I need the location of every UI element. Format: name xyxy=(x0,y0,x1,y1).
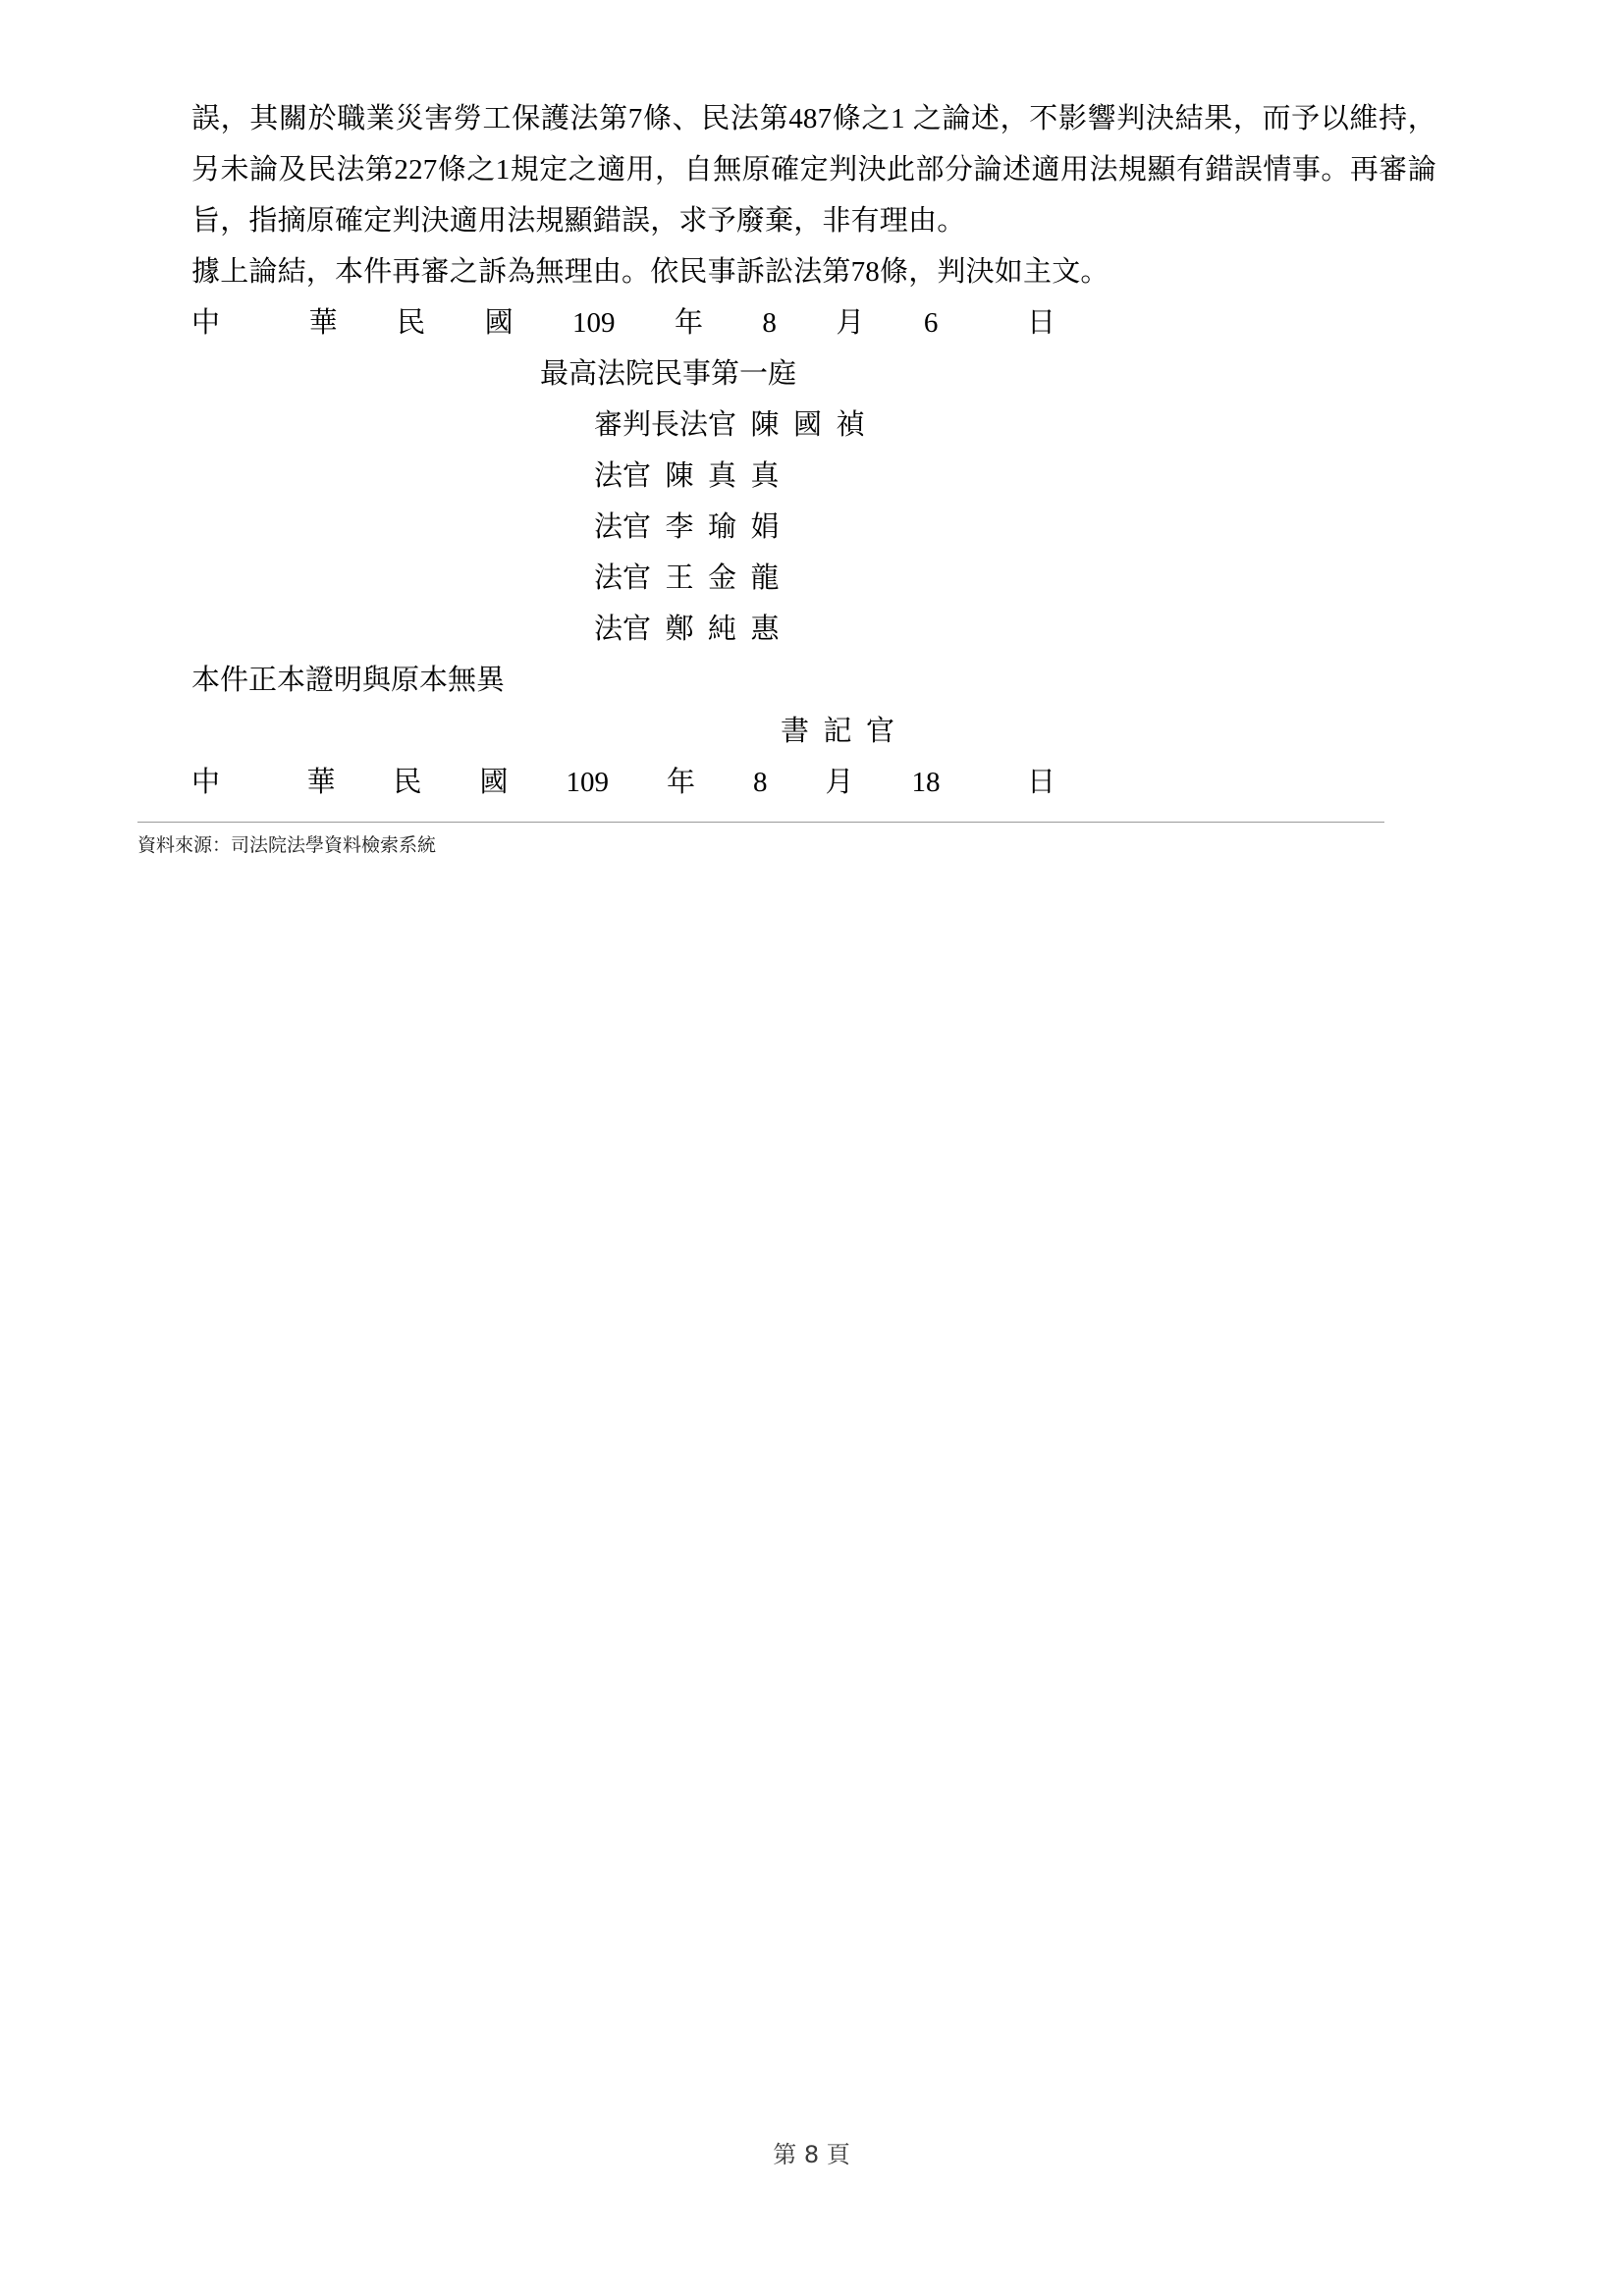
judge-3: 法官 李 瑜 娟 xyxy=(594,511,780,543)
issue-date-char-2: 民 xyxy=(393,767,422,798)
paragraph-reasoning: 誤，其關於職業災害勞工保護法第7條、民法第487條之1 之論述，不影響判決結果，而予以維持，另未論及民法第227條之1規定之適用，自無原確定判決此部分論述適用法規顯有錯誤情事。再審論旨，指摘原確定判決適用法規顯錯誤，求予廢棄，非有理由。 xyxy=(191,103,1436,237)
judgment-date-char-1: 華 xyxy=(308,307,338,339)
judgment-body xyxy=(191,93,1436,297)
judgment-date-month: 8 xyxy=(762,307,777,339)
judgment-date-month-label: 月 xyxy=(836,307,865,339)
clerk-title: 書 記 官 xyxy=(781,716,895,747)
issue-date-char-3: 國 xyxy=(479,767,509,798)
issue-date-year: 109 xyxy=(566,767,609,798)
judgment-date-day: 6 xyxy=(923,307,939,339)
judgment-date-line xyxy=(191,297,1055,348)
judgment-date-char-2: 民 xyxy=(397,307,426,339)
issue-date-day: 18 xyxy=(911,767,941,798)
issue-date-char-0: 中 xyxy=(191,767,221,798)
issue-date-char-1: 華 xyxy=(306,767,336,798)
judge-2: 法官 陳 真 真 xyxy=(594,460,780,492)
judge-4: 法官 王 金 龍 xyxy=(594,562,780,594)
judgment-date-char-3: 國 xyxy=(484,307,514,339)
presiding-judge: 審判長法官 陳 國 禎 xyxy=(594,409,865,441)
paragraph-conclusion: 據上論結，本件再審之訴為無理由。依民事訴訟法第78條，判決如主文。 xyxy=(191,256,1109,288)
court-name: 最高法院民事第一庭 xyxy=(540,358,797,390)
judgment-date-char-0: 中 xyxy=(191,307,221,339)
issue-date-day-label: 日 xyxy=(1026,767,1055,798)
judgment-date-year: 109 xyxy=(572,307,616,339)
judge-5: 法官 鄭 純 惠 xyxy=(594,614,780,645)
judgment-date-day-label: 日 xyxy=(1026,307,1055,339)
issue-date-line xyxy=(191,757,1055,808)
issue-date-month: 8 xyxy=(752,767,768,798)
issue-date-month-label: 月 xyxy=(825,767,854,798)
page-number-footer: 第 8 頁 xyxy=(773,2141,850,2168)
issue-date-year-label: 年 xyxy=(666,767,695,798)
source-divider xyxy=(137,822,1384,823)
source-note: 資料來源：司法院法學資料檢索系統 xyxy=(137,834,437,856)
judgment-date-year-label: 年 xyxy=(674,307,703,339)
certification-statement: 本件正本證明與原本無異 xyxy=(191,665,506,696)
